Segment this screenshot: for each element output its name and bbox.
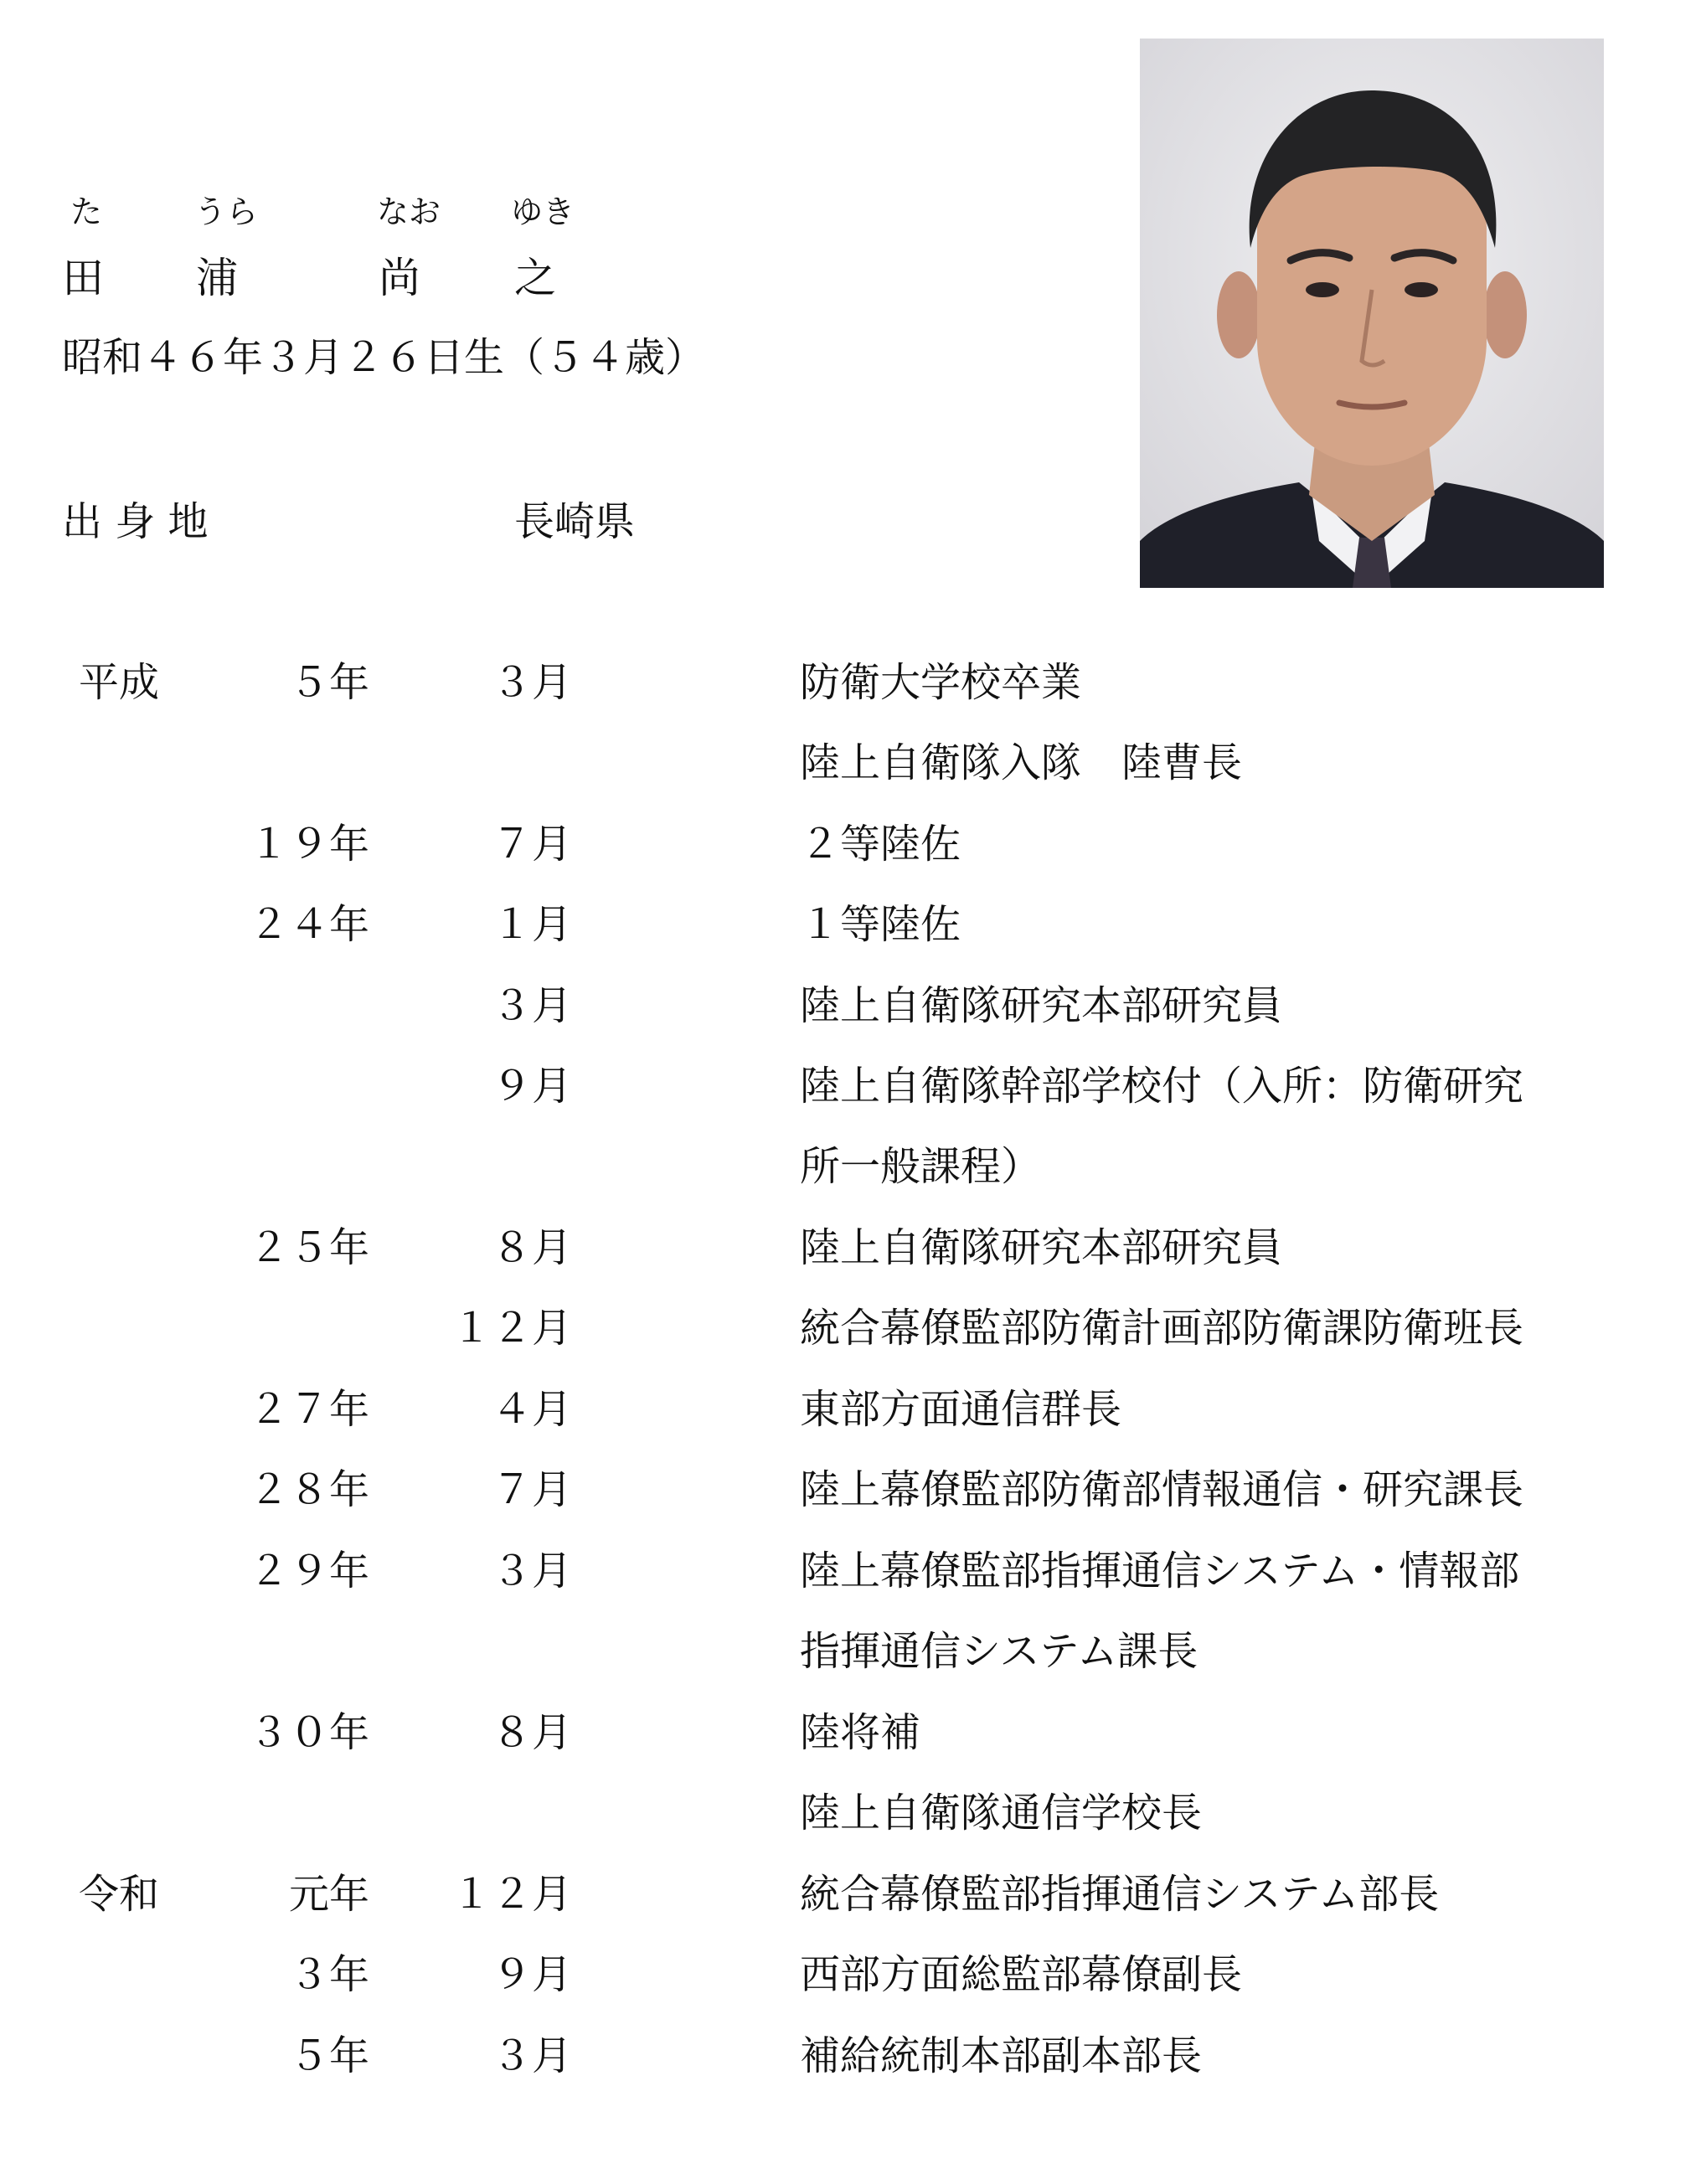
career-month: ３月 [491,982,572,1029]
career-event: １等陸佐 [800,901,961,948]
career-event: 所一般課程） [800,1143,1042,1190]
name-char-4: 之 [514,254,556,302]
career-year: １９年 [248,821,369,868]
career-row-9 [0,1295,1701,1376]
career-year: ２８年 [248,1466,369,1513]
career-row-4 [0,892,1701,972]
career-row-16 [0,1862,1701,1942]
career-event: 陸上幕僚監部防衛部情報通信・研究課長 [800,1466,1524,1513]
career-row-10 [0,1377,1701,1457]
name-ruby-3: なお [377,193,441,230]
name-char-1: 田 [62,254,104,302]
career-year: ５年 [288,659,369,706]
career-row-15 [0,1780,1701,1861]
career-event: 指揮通信システム課長 [800,1628,1198,1675]
career-event: 西部方面総監部幕僚副長 [800,1951,1243,1998]
career-row-14 [0,1700,1701,1780]
career-year: ２５年 [248,1224,369,1271]
career-event: ２等陸佐 [800,821,961,868]
career-row-6 [0,1053,1701,1134]
career-row-3 [0,811,1701,892]
career-month: １２月 [451,1305,572,1352]
career-event: 陸将補 [800,1709,921,1756]
career-era: 令和 [79,1871,160,1918]
career-year: ３０年 [248,1709,369,1756]
career-year: ２４年 [248,901,369,948]
career-event: 陸上自衛隊幹部学校付（入所：防衛研究 [800,1063,1524,1110]
career-event: 東部方面通信群長 [800,1386,1122,1433]
career-year: ２９年 [248,1548,369,1594]
portrait-photo [1140,39,1604,588]
career-row-11 [0,1457,1701,1538]
career-month: ４月 [491,1386,572,1433]
career-row-2 [0,730,1701,811]
career-year: ２７年 [248,1386,369,1433]
career-month: ３月 [491,1548,572,1594]
origin-value: 長崎県 [514,498,636,545]
career-month: １２月 [451,1871,572,1918]
career-row-13 [0,1619,1701,1699]
career-event: 陸上自衛隊入隊 陸曹長 [800,739,1243,786]
career-row-12 [0,1538,1701,1619]
career-era: 平成 [79,659,160,706]
name-char-2: 浦 [196,254,238,302]
career-month: ３月 [491,659,572,706]
name-ruby-2: うら [194,193,259,230]
career-event: 統合幕僚監部指揮通信システム部長 [800,1871,1440,1918]
career-row-8 [0,1215,1701,1295]
name-ruby-4: ゆき [511,193,575,230]
career-year: 元年 [288,1871,369,1918]
career-event: 防衛大学校卒業 [800,659,1082,706]
career-month: ７月 [491,821,572,868]
name-ruby-1: た [70,193,103,230]
career-row-1 [0,650,1701,730]
career-month: ７月 [491,1466,572,1513]
career-event: 統合幕僚監部防衛計画部防衛課防衛班長 [800,1305,1524,1352]
career-row-5 [0,973,1701,1053]
career-month: ８月 [491,1709,572,1756]
birth-date: 昭和４６年３月２６日生（５４歳） [62,334,706,381]
career-year: ３年 [288,1951,369,1998]
career-event: 陸上自衛隊通信学校長 [800,1790,1203,1836]
career-event: 陸上自衛隊研究本部研究員 [800,1224,1283,1271]
career-row-17 [0,1942,1701,2022]
career-event: 陸上幕僚監部指揮通信システム・情報部 [800,1548,1520,1594]
career-event: 補給統制本部副本部長 [800,2032,1203,2079]
career-event: 陸上自衛隊研究本部研究員 [800,982,1283,1029]
career-month: １月 [491,901,572,948]
career-month: ９月 [491,1063,572,1110]
career-month: ３月 [491,2032,572,2079]
career-year: ５年 [288,2032,369,2079]
career-month: ９月 [491,1951,572,1998]
portrait-photo-icon [1140,39,1604,588]
career-month: ８月 [491,1224,572,1271]
career-row-7 [0,1134,1701,1214]
origin-label: 出 身 地 [62,498,209,545]
career-row-18 [0,2023,1701,2104]
name-char-3: 尚 [379,254,420,302]
